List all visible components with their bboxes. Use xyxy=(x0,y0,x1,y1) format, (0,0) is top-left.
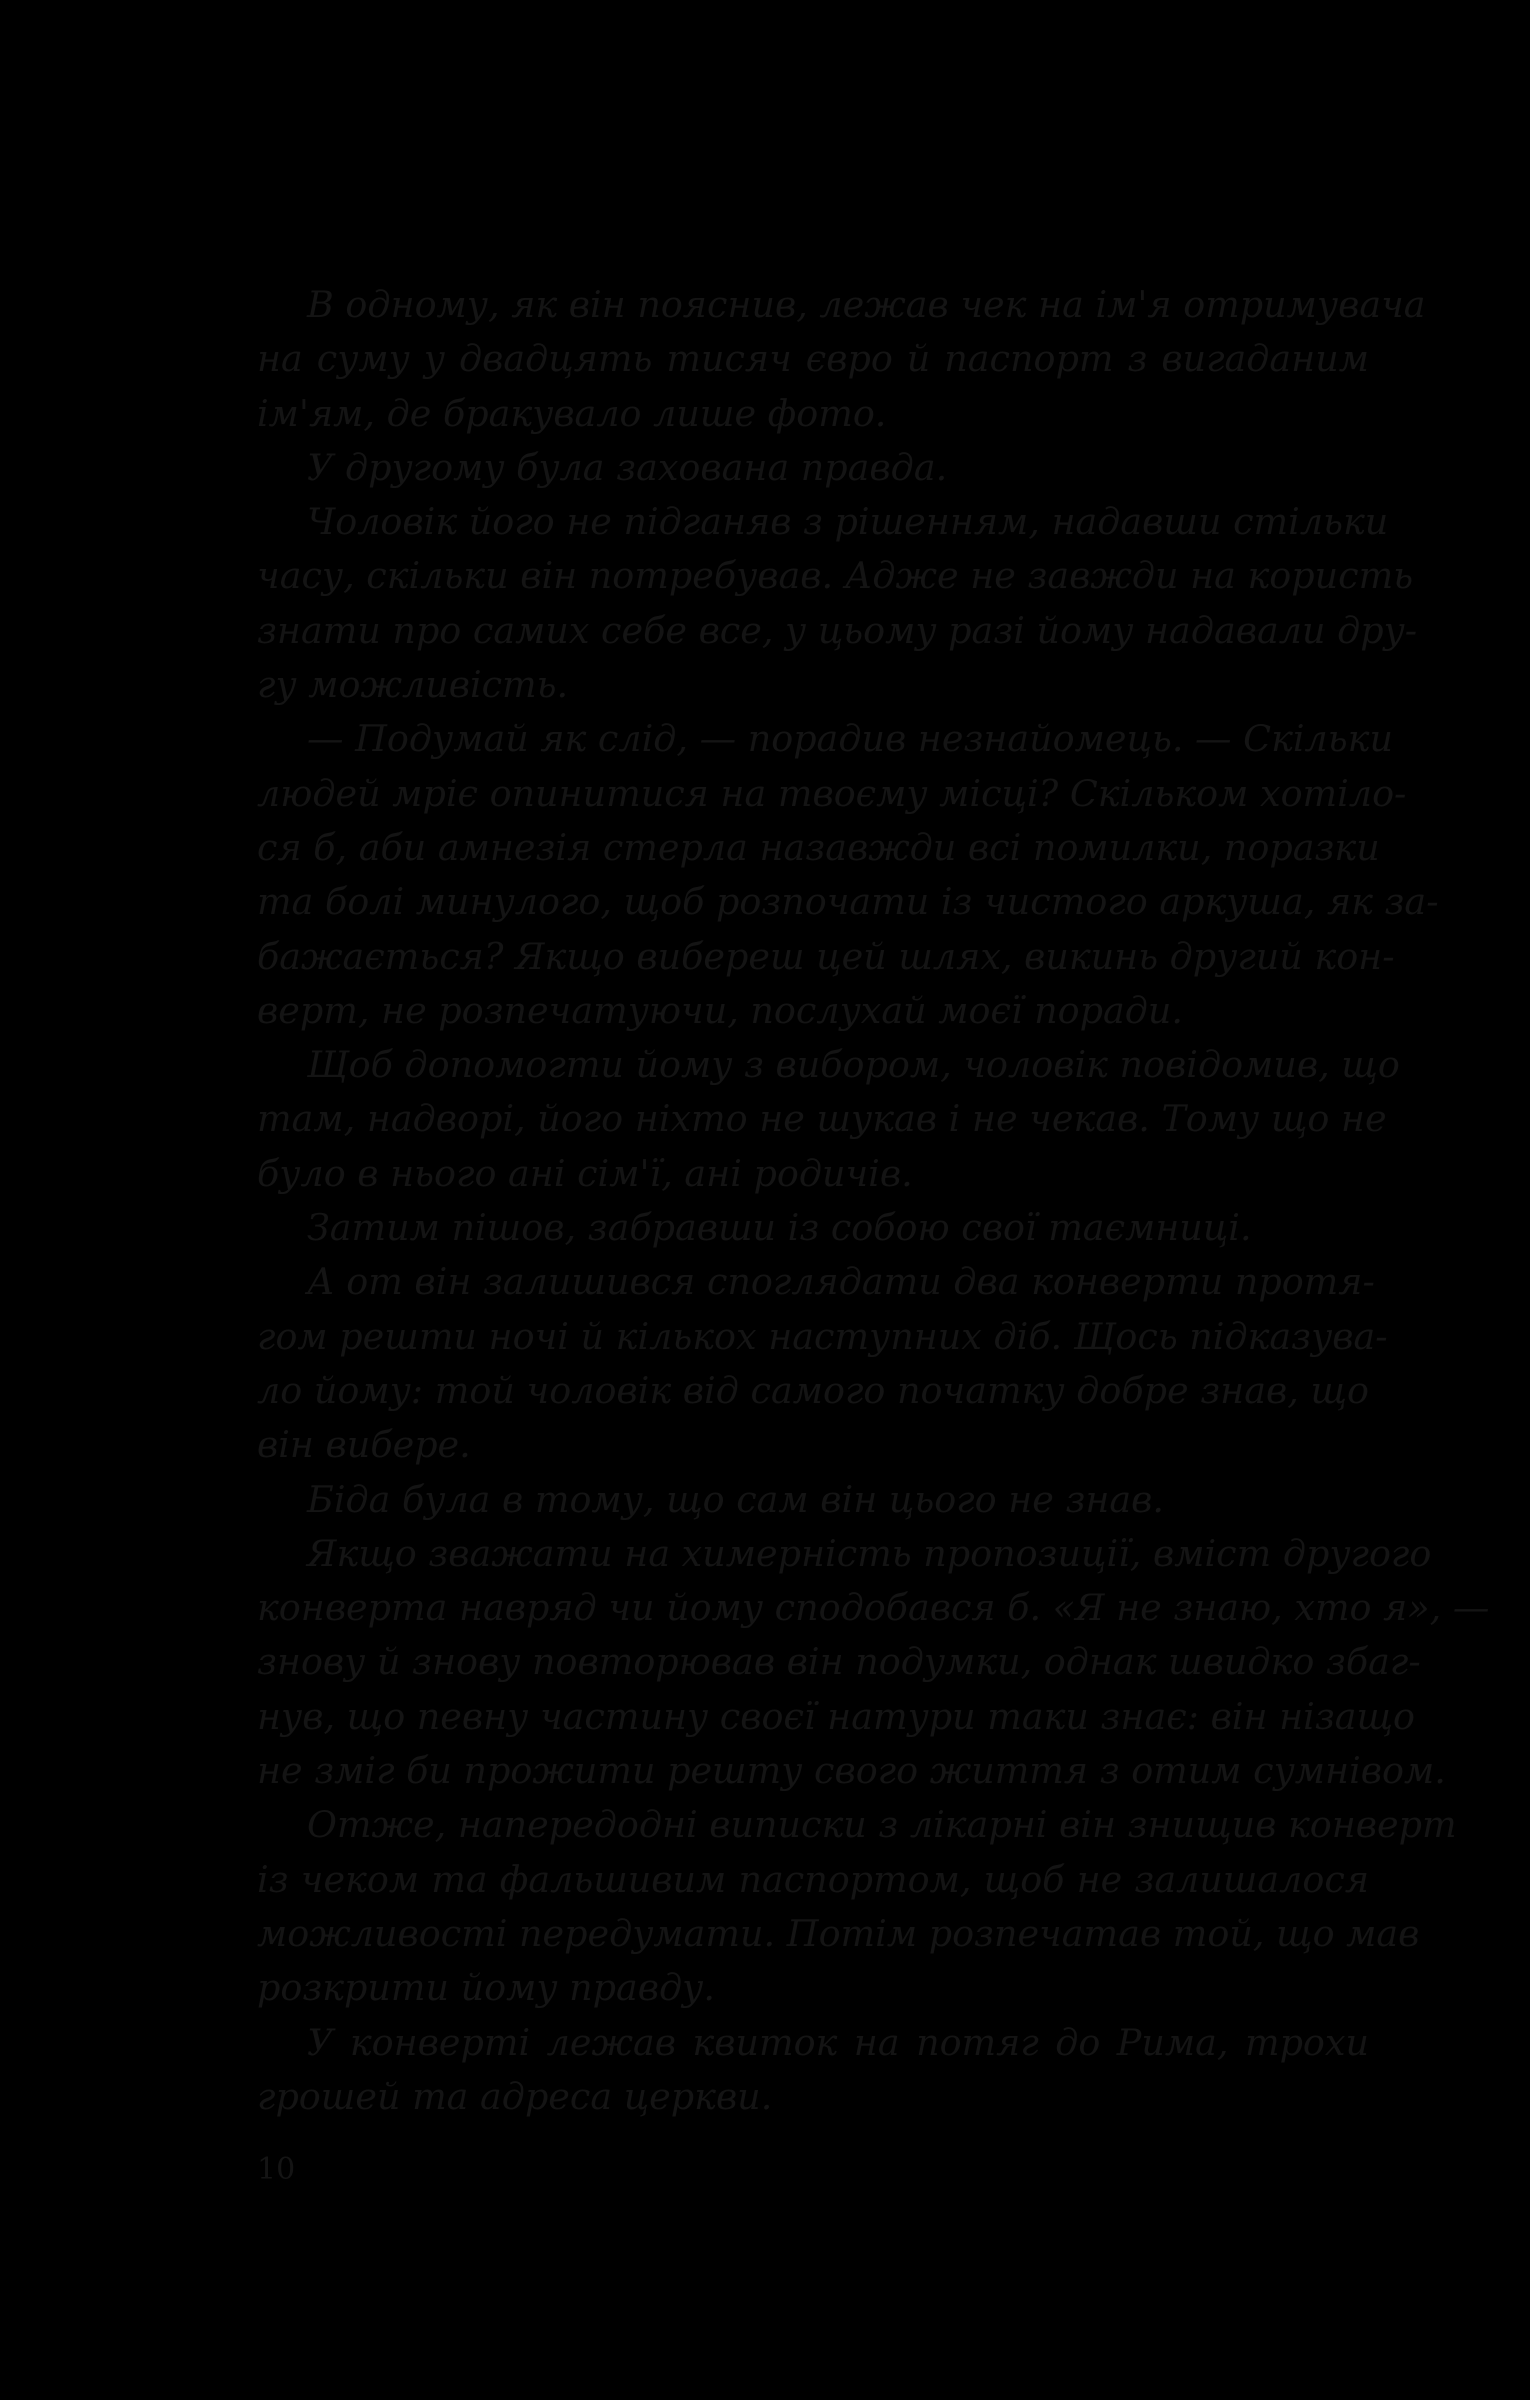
text-line: на суму у двадцять тисяч євро й паспорт з вигаданим xyxy=(257,337,1369,381)
text-line: гу можливість. xyxy=(257,663,569,707)
text-line: та болі минулого, щоб розпочати із чистого аркуша, як за- xyxy=(257,880,1439,924)
text-line: ло йому: той чоловік від самого початку добре знав, що xyxy=(257,1368,1369,1412)
text-line: Біда була в тому, що сам він цього не знав. xyxy=(307,1477,1165,1521)
text-line: Чоловік його не підганяв з рішенням, надавши стільки xyxy=(307,500,1389,544)
text-line: можливості передумати. Потім розпечатав той, що мав xyxy=(257,1911,1420,1955)
text-line: — Подумай як слід, — порадив незнайомець. — Скільки xyxy=(307,717,1393,761)
text-line: там, надворі, його ніхто не шукав і не чекав. Тому що не xyxy=(257,1097,1387,1141)
text-line: нув, що певну частину своєї натури таки знає: він нізащо xyxy=(257,1694,1416,1738)
body-text xyxy=(257,278,1490,2124)
text-line: грошей та адреса церкви. xyxy=(257,2074,773,2118)
text-line: людей мріє опинитися на твоєму місці? Скільком хотіло- xyxy=(257,771,1407,815)
text-line: знати про самих себе все, у цьому разі йому надавали дру- xyxy=(257,608,1418,652)
text-line: розкрити йому правду. xyxy=(257,1966,715,2010)
text-line: із чеком та фальшивим паспортом, щоб не залишалося xyxy=(257,1857,1369,1901)
text-line: він вибере. xyxy=(257,1423,471,1467)
text-line: верт, не розпечатуючи, послухай моєї поради. xyxy=(257,988,1184,1032)
text-line: В одному, як він пояснив, лежав чек на ім'я отримувача xyxy=(307,283,1426,326)
text-line: конверта навряд чи йому сподобався б. «Я не знаю, хто я», — xyxy=(257,1586,1490,1630)
text-line: Отже, напередодні виписки з лікарні він знищив конверт xyxy=(307,1803,1457,1847)
text-line: Щоб допомогти йому з вибором, чоловік повідомив, що xyxy=(307,1043,1400,1087)
text-line: не зміг би прожити решту свого життя з отим сумнівом. xyxy=(257,1749,1446,1793)
text-line: знову й знову повторював він подумки, однак швидко збаг- xyxy=(257,1640,1421,1684)
text-line: часу, скільки він потребував. Адже не завжди на користь xyxy=(257,554,1414,598)
text-line: А от він залишився споглядати два конверти протя- xyxy=(307,1260,1375,1304)
text-line: ся б, аби амнезія стерла назавжди всі помилки, поразки xyxy=(257,825,1380,869)
page-number: 10 xyxy=(257,2152,296,2187)
text-line: бажається? Якщо вибереш цей шлях, викинь другий кон- xyxy=(257,934,1395,978)
text-line: У конверті лежав квиток на потяг до Рима, трохи xyxy=(307,2020,1369,2064)
text-line: Затим пішов, забравши із собою свої таємниці. xyxy=(307,1206,1252,1250)
text-line: гом решти ночі й кількох наступних діб. Щось підказува- xyxy=(257,1314,1388,1358)
text-line: було в нього ані сім'ї, ані родичів. xyxy=(257,1151,913,1195)
text-line: ім'ям, де бракувало лише фото. xyxy=(257,391,887,435)
text-line: У другому була захована правда. xyxy=(307,445,948,489)
text-line: Якщо зважати на химерність пропозиції, вміст другого xyxy=(307,1531,1432,1575)
